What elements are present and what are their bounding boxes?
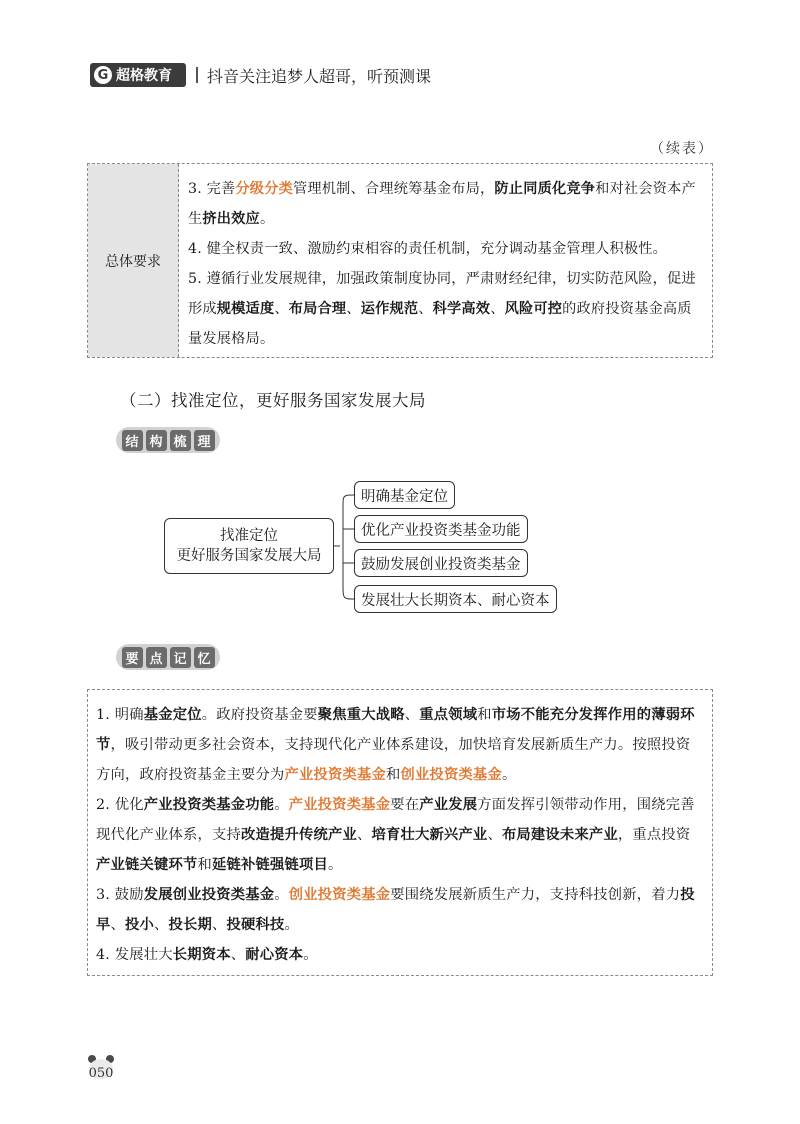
body-text: 2. 优化 — [96, 797, 144, 813]
body-text: 。 — [327, 857, 343, 873]
body-text: ，吸引带动更多社会资本，支持现代化产业体系建设，加快培育发展新质生产力。按照投资方向，政府投资基金主要分为 — [96, 737, 691, 783]
highlight-text: 创业投资类基金 — [288, 887, 391, 903]
key-point-item — [96, 700, 702, 790]
highlight-text: 创业投资类基金 — [400, 767, 502, 783]
bold-text: 投小 — [125, 917, 154, 933]
bold-text: 科学高效 — [432, 301, 491, 317]
mind-map-branch-3: 鼓励发展创业投资类基金 — [354, 549, 528, 577]
body-text: 要围绕发展新质生产力，支持科技创新，着力 — [390, 887, 681, 903]
requirements-label: 总体要求 — [88, 164, 179, 357]
body-text: 管理机制、合理统筹基金布局， — [292, 181, 495, 197]
body-text: 。 — [274, 887, 289, 903]
bold-text: 耐心资本 — [245, 947, 304, 963]
body-text: 、 — [110, 917, 125, 933]
logo-mark-icon: G — [94, 66, 112, 84]
bold-text: 重点领域 — [419, 707, 478, 723]
bold-text: 发展创业投资类基金 — [143, 887, 275, 903]
body-text: 要在 — [390, 797, 420, 813]
body-text: 、 — [230, 947, 246, 963]
bold-text: 聚焦重大战略 — [317, 707, 405, 723]
highlight-text: 产业投资类基金 — [288, 797, 391, 813]
mind-map-root-line1: 找准定位 — [220, 528, 278, 544]
body-text: 、 — [418, 301, 433, 317]
bold-text: 改造提升传统产业 — [240, 827, 357, 843]
key-point-item — [96, 880, 702, 940]
bold-text: 基金定位 — [143, 707, 202, 723]
key-points-box — [87, 689, 713, 976]
bold-text: 延链补链强链项目 — [211, 857, 328, 873]
tag-keypoints-badge — [116, 644, 220, 670]
body-text: 的政府投资基金高质量发展格局。 — [188, 301, 692, 347]
body-text: 1. 明确 — [96, 707, 144, 723]
bold-text: 培育壮大新兴产业 — [371, 827, 488, 843]
body-text: 和 — [197, 857, 212, 873]
mind-map-branch-4: 发展壮大长期资本、耐心资本 — [354, 585, 557, 613]
tag-char: 记 — [170, 647, 191, 668]
body-text: 、 — [346, 301, 361, 317]
body-text: 、 — [404, 707, 420, 723]
body-text: 、 — [490, 301, 505, 317]
bold-text: 挤出效应 — [202, 211, 260, 227]
tag-char: 理 — [194, 430, 215, 451]
tag-char: 结 — [122, 430, 143, 451]
body-text: 。政府投资基金要 — [201, 707, 318, 723]
bold-text: 布局合理 — [288, 301, 347, 317]
bold-text: 规模适度 — [216, 301, 275, 317]
bold-text: 产业链关键环节 — [96, 857, 198, 873]
body-text: ，重点投资 — [617, 827, 691, 843]
body-text: 、 — [212, 917, 227, 933]
body-text: 4. 健全权责一致、激励约束相容的责任机制，充分调动基金管理人积极性。 — [188, 241, 668, 257]
body-text: 。 — [259, 211, 275, 227]
bold-text: 投长期 — [168, 917, 212, 933]
body-text: 3. 鼓励 — [96, 887, 144, 903]
tag-char: 点 — [146, 647, 167, 668]
bold-text: 布局建设未来产业 — [501, 827, 618, 843]
body-text: 和对社会资本产生 — [188, 181, 696, 227]
page-number: 050 — [88, 1066, 114, 1081]
body-text: 4. 发展壮大 — [96, 947, 173, 963]
highlight-text: 分级分类 — [235, 181, 293, 197]
header-slogan: 抖音关注追梦人超哥，听预测课 — [207, 66, 432, 86]
key-point-item — [96, 940, 702, 970]
key-point-item — [96, 790, 702, 880]
page-number-badge — [86, 1057, 116, 1081]
body-text: 3. 完善 — [188, 181, 236, 197]
body-text: 、 — [356, 827, 372, 843]
body-text: 、 — [274, 301, 289, 317]
section-title: （二）找准定位，更好服务国家发展大局 — [120, 391, 426, 410]
mind-map-branch-1: 明确基金定位 — [354, 481, 455, 509]
tag-char: 梳 — [170, 430, 191, 451]
tag-char: 构 — [146, 430, 167, 451]
bold-text: 运作规范 — [360, 301, 419, 317]
logo-text: 超格教育 — [116, 68, 172, 84]
body-text: 、 — [154, 917, 169, 933]
continued-label: （续表） — [650, 141, 714, 157]
mind-map-root — [164, 518, 334, 574]
tag-char: 要 — [122, 647, 143, 668]
body-text: 。 — [501, 767, 517, 783]
body-text: 。 — [284, 917, 299, 933]
body-text: 方面发挥引领带动作用，围绕完善现代化产业体系，支持 — [96, 797, 695, 843]
body-text: 和 — [477, 707, 492, 723]
bold-text: 产业发展 — [419, 797, 478, 813]
mind-map-root-line2: 更好服务国家发展大局 — [176, 548, 322, 564]
body-text: 。 — [274, 797, 289, 813]
bold-text: 投早 — [96, 887, 695, 933]
highlight-text: 产业投资类基金 — [284, 767, 386, 783]
bold-text: 投硬科技 — [226, 917, 285, 933]
mind-map-branch-2: 优化产业投资类基金功能 — [354, 515, 528, 543]
bold-text: 市场不能充分发挥作用的薄弱环节 — [96, 707, 695, 753]
bold-text: 产业投资类基金功能 — [143, 797, 275, 813]
bold-text: 长期资本 — [172, 947, 231, 963]
tag-char: 忆 — [194, 647, 215, 668]
body-text: 5. 遵循行业发展规律，加强政策制度协同，严肃财经纪律，切实防范风险，促进形成 — [188, 271, 696, 317]
bold-text: 防止同质化竞争 — [494, 181, 596, 197]
bold-text: 风险可控 — [504, 301, 563, 317]
body-text: 。 — [303, 947, 318, 963]
body-text: 和 — [385, 767, 401, 783]
body-text: 、 — [487, 827, 502, 843]
